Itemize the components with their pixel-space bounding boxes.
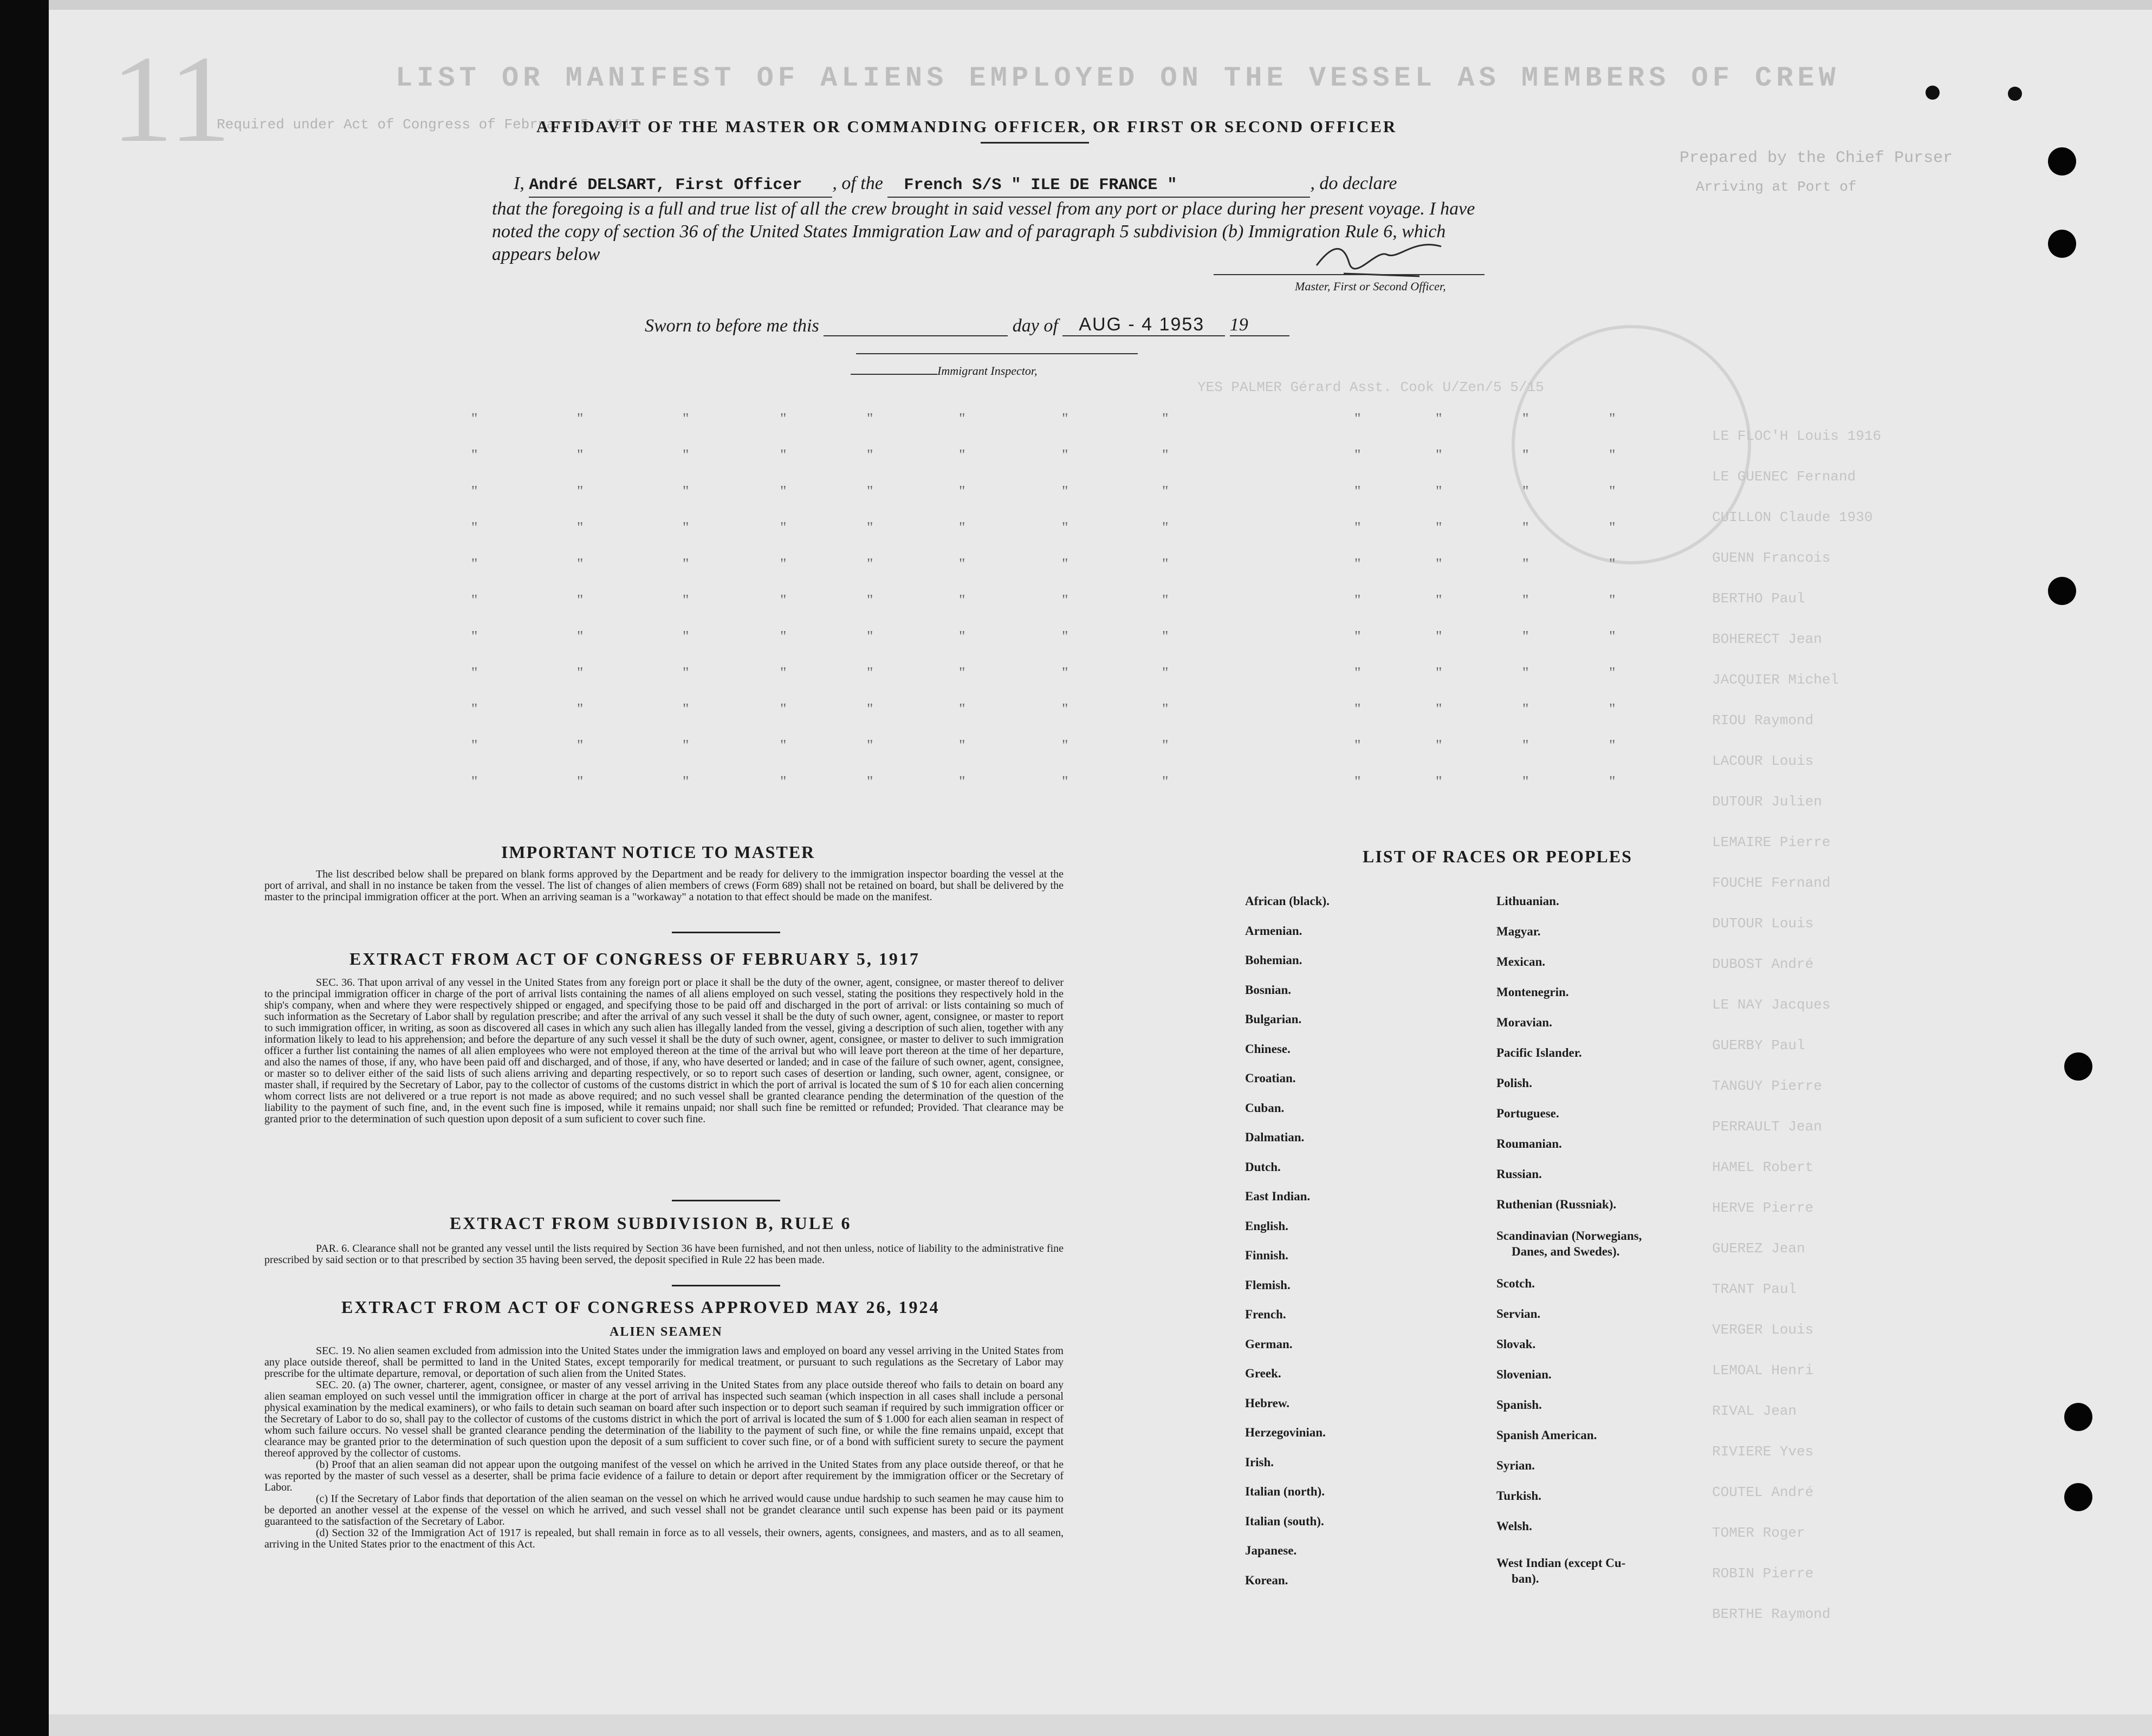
ditto-mark: " (959, 411, 965, 427)
ditto-mark: " (867, 592, 873, 609)
vessel-name: French S/S " ILE DE FRANCE " (904, 176, 1177, 194)
notice-title: IMPORTANT NOTICE TO MASTER (501, 842, 815, 862)
ditto-mark: " (959, 447, 965, 464)
ditto-mark: " (1354, 665, 1361, 681)
ditto-mark: " (577, 556, 584, 573)
ditto-mark: " (867, 556, 873, 573)
ditto-mark: " (471, 737, 478, 754)
extract-1917-text (264, 977, 1064, 1125)
extract-1924-text (264, 1345, 1064, 1550)
signature-line (1214, 274, 1485, 275)
race-item: Chinese. (1245, 1042, 1291, 1056)
extract-1924-title: EXTRACT FROM ACT OF CONGRESS APPROVED MAY 26, 1924 (341, 1297, 940, 1317)
race-item: Dalmatian. (1245, 1130, 1305, 1144)
signature-caption: Master, First or Second Officer, (1295, 279, 1446, 293)
ditto-mark: " (1436, 773, 1442, 790)
race-item: Syrian. (1496, 1459, 1535, 1472)
sec20c-paragraph: (c) If the Secretary of Labor finds that deportation of the alien seaman on the vessel on which he arrived would cause undue hardship to such seamen he may cause him to be deported an another vessel at the expense of the vessel on which he arrived, and such vessel shall not be grandet clearance until such expense has been paid or its payment guaranteed to the satisfaction of the Secretary of Labor. (264, 1493, 1064, 1527)
crew-ghost-entry: GUENN Francois (1712, 550, 1831, 566)
crew-ghost-entry: DUBOST André (1712, 956, 1814, 972)
ditto-mark: " (780, 701, 787, 718)
crew-ghost-entry: LEMOAL Henri (1712, 1362, 1814, 1379)
race-item: Flemish. (1245, 1278, 1291, 1292)
crew-ghost-entry: GUERBY Paul (1712, 1037, 1805, 1054)
ditto-mark: " (1162, 447, 1169, 464)
ditto-mark: " (683, 592, 689, 609)
ditto-mark: " (577, 773, 584, 790)
date-stamp: AUG - 4 1953 (1079, 314, 1205, 335)
notice-paragraph: The list described below shall be prepared on blank forms approved by the Department and be ready for delivery to the immigration inspector boarding the vessel at the port of arrival, and shall in no instance be taken from the vessel. The list of changes of alien members of crews (Form 689) shall not be retained on board, but shall be delivered by the master to the principal immigration officer at the port. When an arriving seaman is a "workaway" a notation to that effect should be made on the manifest. (264, 868, 1064, 903)
ditto-mark: " (1522, 701, 1529, 718)
ditto-mark: " (1609, 737, 1616, 754)
officer-signature (1311, 233, 1452, 287)
ditto-mark: " (1062, 556, 1068, 573)
ditto-mark: " (1062, 628, 1068, 645)
ditto-mark: " (683, 737, 689, 754)
crew-ghost-entry: HERVE Pierre (1712, 1200, 1814, 1216)
ditto-mark: " (577, 628, 584, 645)
ditto-mark: " (1354, 773, 1361, 790)
crew-ghost-entry: LE GUENEC Fernand (1712, 469, 1856, 485)
ditto-mark: " (867, 628, 873, 645)
ditto-mark: " (1062, 519, 1068, 536)
ditto-mark: " (1522, 483, 1529, 500)
ditto-mark: " (1436, 665, 1442, 681)
ditto-mark: " (1062, 592, 1068, 609)
par6-paragraph: PAR. 6. Clearance shall not be granted any vessel until the lists required by Section 36 have been furnished, and not then unless, notice of liability to the administrative fine prescribed by said section or to that prescribed by section 35 having been served, the deposit specified in Rule 22 has been made. (264, 1243, 1064, 1266)
alien-seamen-subtitle: ALIEN SEAMEN (610, 1325, 723, 1339)
race-item: Finnish. (1245, 1249, 1288, 1262)
ditto-mark: " (471, 701, 478, 718)
ditto-mark: " (1609, 628, 1616, 645)
ditto-mark: " (1436, 701, 1442, 718)
ditto-mark: " (683, 556, 689, 573)
ditto-mark: " (683, 665, 689, 681)
ditto-mark: " (1522, 665, 1529, 681)
race-item: Mexican. (1496, 955, 1546, 968)
crew-ghost-entry: LACOUR Louis (1712, 753, 1814, 769)
ditto-mark: " (577, 701, 584, 718)
affidavit-body: that the foregoing is a full and true list of all the crew brought in said vessel from any port or place during her present voyage. I have noted the copy of section 36 of the United States Immigration Law and of paragraph 5 subdivision (b) Immigration Rule 6, which appears below (492, 199, 1475, 264)
ditto-mark: " (867, 665, 873, 681)
race-item: Montenegrin. (1496, 985, 1569, 999)
ditto-mark: " (1162, 556, 1169, 573)
race-item: Slovenian. (1496, 1368, 1552, 1381)
section-rule (672, 1285, 780, 1286)
race-item: Danes, and Swedes). (1512, 1245, 1620, 1258)
ditto-mark: " (1522, 737, 1529, 754)
punch-hole (2064, 1483, 2092, 1511)
sworn-label: Sworn to before me this (645, 316, 819, 336)
ditto-mark: " (1522, 411, 1529, 427)
ditto-mark: " (577, 411, 584, 427)
rule6-title: EXTRACT FROM SUBDIVISION B, RULE 6 (450, 1213, 852, 1233)
ditto-mark: " (780, 556, 787, 573)
section-rule (672, 932, 780, 933)
ditto-mark: " (1522, 773, 1529, 790)
crew-ghost-entry: CUILLON Claude 1930 (1712, 509, 1873, 525)
ditto-mark: " (959, 519, 965, 536)
crew-ghost-entry: FOUCHE Fernand (1712, 875, 1831, 891)
race-item: Servian. (1496, 1307, 1541, 1321)
ditto-mark: " (1162, 773, 1169, 790)
race-item: Korean. (1245, 1574, 1288, 1587)
race-item: French. (1245, 1308, 1286, 1321)
race-item: Italian (south). (1245, 1514, 1324, 1528)
punch-hole (2008, 87, 2022, 101)
day-of-label: day of (1012, 316, 1058, 336)
race-item: Japanese. (1245, 1544, 1297, 1557)
crew-ghost-entry: TOMER Roger (1712, 1525, 1805, 1541)
race-item: Herzegovinian. (1245, 1426, 1326, 1439)
year-prefix: 19 (1229, 315, 1248, 335)
ditto-mark: " (1354, 737, 1361, 754)
crew-ghost-entry: LEMAIRE Pierre (1712, 834, 1831, 850)
ditto-mark: " (1522, 592, 1529, 609)
ditto-mark: " (780, 411, 787, 427)
race-item: Slovak. (1496, 1337, 1536, 1351)
ditto-mark: " (1436, 519, 1442, 536)
race-item: Scotch. (1496, 1277, 1535, 1290)
document-sheet (49, 0, 2152, 1736)
ditto-mark: " (1354, 556, 1361, 573)
race-item: Moravian. (1496, 1016, 1552, 1029)
race-item: ban). (1512, 1572, 1539, 1585)
ditto-mark: " (1354, 447, 1361, 464)
ditto-mark: " (577, 592, 584, 609)
ditto-mark: " (1062, 773, 1068, 790)
ditto-mark: " (1436, 737, 1442, 754)
ditto-mark: " (577, 665, 584, 681)
ditto-mark: " (867, 483, 873, 500)
ditto-mark: " (959, 773, 965, 790)
crew-ghost-entry: GUEREZ Jean (1712, 1240, 1805, 1257)
crew-ghost-entry: LE FLOC'H Louis 1916 (1712, 428, 1882, 444)
race-item: Hebrew. (1245, 1396, 1289, 1410)
race-item: East Indian. (1245, 1189, 1311, 1203)
ditto-mark: " (959, 665, 965, 681)
crew-ghost-entry: HAMEL Robert (1712, 1159, 1814, 1175)
race-item: German. (1245, 1337, 1293, 1351)
race-item: West Indian (except Cu- (1496, 1556, 1626, 1570)
ditto-mark: " (780, 628, 787, 645)
ditto-mark: " (471, 592, 478, 609)
ditto-mark: " (471, 773, 478, 790)
ditto-mark: " (1522, 447, 1529, 464)
ditto-mark: " (1062, 411, 1068, 427)
race-item: Turkish. (1496, 1489, 1541, 1503)
ditto-mark: " (577, 483, 584, 500)
ditto-mark: " (780, 737, 787, 754)
bleed-line: Required under Act of Congress of February 5, 1917 (217, 116, 640, 133)
race-item: Bulgarian. (1245, 1012, 1302, 1026)
ditto-mark: " (683, 483, 689, 500)
crew-ghost-entry: BERTHE Raymond (1712, 1606, 1831, 1622)
affidavit-title-rule (981, 142, 1089, 144)
race-item: Lithuanian. (1496, 894, 1559, 908)
faint-stamp-circle (1512, 325, 1751, 564)
sec19-paragraph: SEC. 19. No alien seamen excluded from admission into the United States under the immigration laws and employed on board any vessel arriving in the United States from any place outside thereof, shall be permitted to land in the United States, except temporarily for medical treatment, or pursuant to such regulations as the Secretary of Labor may prescribe for the ultimate departure, removal, or deportation of such alien from the United States. (264, 1345, 1064, 1380)
crew-ghost-entry: RIVIERE Yves (1712, 1444, 1814, 1460)
crew-ghost-entry: VERGER Louis (1712, 1322, 1814, 1338)
officer-name: André DELSART, First Officer (529, 176, 802, 194)
ditto-mark: " (471, 447, 478, 464)
crew-ghost-entry: RIVAL Jean (1712, 1403, 1797, 1419)
rule6-text (264, 1243, 1064, 1266)
race-item: Dutch. (1245, 1160, 1281, 1174)
ditto-mark: " (471, 665, 478, 681)
race-item: Bosnian. (1245, 983, 1292, 997)
ditto-mark: " (1609, 483, 1616, 500)
sworn-line (645, 314, 1289, 336)
crew-ghost-entry: ROBIN Pierre (1712, 1565, 1814, 1582)
ditto-mark: " (683, 628, 689, 645)
race-item: Portuguese. (1496, 1107, 1559, 1120)
race-item: Croatian. (1245, 1071, 1296, 1085)
bleed-line: Arriving at Port of (1696, 179, 1857, 195)
crew-ghost-entry: JACQUIER Michel (1712, 672, 1839, 688)
ditto-mark: " (1354, 701, 1361, 718)
ditto-mark: " (959, 556, 965, 573)
ditto-mark: " (1522, 556, 1529, 573)
ditto-mark: " (780, 592, 787, 609)
crew-ghost-entry: PERRAULT Jean (1712, 1119, 1822, 1135)
ditto-mark: " (959, 737, 965, 754)
race-item: Russian. (1496, 1167, 1542, 1181)
ditto-mark: " (1436, 628, 1442, 645)
crew-ghost-entry: LE NAY Jacques (1712, 997, 1831, 1013)
scan-bottom-edge (49, 1714, 2152, 1736)
punch-hole (2048, 577, 2076, 605)
ditto-mark: " (471, 556, 478, 573)
ditto-mark: " (1436, 447, 1442, 464)
race-item: Scandinavian (Norwegians, (1496, 1229, 1642, 1243)
ditto-mark: " (867, 411, 873, 427)
inspector-signature-line (856, 353, 1138, 354)
ditto-mark: " (1354, 592, 1361, 609)
sec20b-paragraph: (b) Proof that an alien seaman did not appear upon the outgoing manifest of the vessel on which he arrived in the United States from any place outside thereof, or that he was reported by the master of such vessel as a deserter, shall be prima facie evidence of a failure to detain or deport after requirement by the immigration officer or the Secretary of Labor. (264, 1459, 1064, 1493)
notice-text (264, 869, 1064, 903)
race-item: Spanish. (1496, 1398, 1542, 1412)
punch-hole (2048, 230, 2076, 258)
race-item: Welsh. (1496, 1519, 1532, 1533)
crew-ghost-entry: DUTOUR Louis (1712, 915, 1814, 932)
ditto-mark: " (1609, 592, 1616, 609)
ditto-mark: " (867, 447, 873, 464)
extract-1917-title: EXTRACT FROM ACT OF CONGRESS OF FEBRUARY 5, 1917 (349, 949, 920, 968)
ditto-mark: " (1062, 701, 1068, 718)
ditto-mark: " (959, 628, 965, 645)
ditto-mark: " (867, 701, 873, 718)
ditto-mark: " (577, 447, 584, 464)
ditto-mark: " (1062, 737, 1068, 754)
crew-ghost-entry: BOHERECT Jean (1712, 631, 1822, 647)
crew-ghost-entry: TANGUY Pierre (1712, 1078, 1822, 1094)
ditto-mark: " (683, 411, 689, 427)
race-item: Spanish American. (1496, 1428, 1597, 1442)
officer-name-field (529, 172, 832, 198)
ditto-mark: " (1162, 701, 1169, 718)
inspector-blank (851, 374, 937, 375)
vessel-name-field (887, 172, 1310, 198)
ditto-mark: " (867, 773, 873, 790)
ditto-mark: " (1162, 628, 1169, 645)
ditto-mark: " (959, 592, 965, 609)
punch-hole (1926, 86, 1940, 100)
ditto-mark: " (577, 519, 584, 536)
ditto-mark: " (1609, 701, 1616, 718)
ditto-mark: " (1436, 592, 1442, 609)
crew-ghost-entry: DUTOUR Julien (1712, 794, 1822, 810)
ditto-mark: " (1354, 411, 1361, 427)
ditto-mark: " (471, 519, 478, 536)
ditto-mark: " (1609, 411, 1616, 427)
race-item: Cuban. (1245, 1101, 1285, 1115)
ditto-mark: " (1162, 665, 1169, 681)
ditto-mark: " (1436, 411, 1442, 427)
crew-ghost-entry: COUTEL André (1712, 1484, 1814, 1500)
ditto-mark: " (867, 737, 873, 754)
races-title: LIST OF RACES OR PEOPLES (1363, 847, 1632, 866)
section-rule (672, 1200, 780, 1201)
ditto-mark: " (471, 411, 478, 427)
race-item: Italian (north). (1245, 1485, 1325, 1498)
ditto-mark: " (1354, 483, 1361, 500)
sworn-year-field (1230, 315, 1289, 336)
crew-ghost-entry: BERTHO Paul (1712, 590, 1805, 607)
sec20d-paragraph: (d) Section 32 of the Immigration Act of 1917 is repealed, but shall remain in force as to all vessels, their owners, agents, consignees, and masters, and as to all seamen, arriving in the United States prior to the enactment of this Act. (264, 1527, 1064, 1550)
ditto-mark: " (1062, 665, 1068, 681)
ditto-mark: " (683, 519, 689, 536)
race-item: Bohemian. (1245, 953, 1302, 967)
ditto-mark: " (683, 447, 689, 464)
ditto-mark: " (959, 483, 965, 500)
ditto-mark: " (959, 701, 965, 718)
ditto-mark: " (780, 773, 787, 790)
ditto-mark: " (1609, 773, 1616, 790)
race-item: English. (1245, 1219, 1288, 1233)
inspector-line (851, 364, 1038, 378)
race-item: Irish. (1245, 1455, 1274, 1469)
race-item: Pacific Islander. (1496, 1046, 1582, 1059)
ditto-mark: " (471, 483, 478, 500)
ditto-mark: " (1436, 556, 1442, 573)
crew-ghost-entry: TRANT Paul (1712, 1281, 1797, 1297)
race-item: Armenian. (1245, 924, 1302, 938)
punch-hole (2064, 1403, 2092, 1431)
race-item: Greek. (1245, 1367, 1281, 1380)
bleed-through-header: LIST OR MANIFEST OF ALIENS EMPLOYED ON THE VESSEL AS MEMBERS OF CREW (396, 62, 1840, 94)
affidavit-i: I, (514, 173, 524, 193)
ditto-mark: " (780, 447, 787, 464)
ditto-mark: " (1609, 447, 1616, 464)
ditto-mark: " (780, 519, 787, 536)
ditto-mark: " (1436, 483, 1442, 500)
ditto-mark: " (1609, 556, 1616, 573)
race-item: Roumanian. (1496, 1137, 1562, 1150)
ditto-mark: " (683, 773, 689, 790)
do-declare-label: , do declare (1310, 173, 1397, 193)
sec36-paragraph: SEC. 36. That upon arrival of any vessel in the United States from any foreign port or place it shall be the duty of the owner, agent, consignee, or master thereof to deliver to the principal immigration officer in charge of the port of arrival lists containing the names of all aliens employed on such vessel, stating the positions they respectively hold in the ship's company, when and where they were respectively shipped or engaged, and specifying those to be paid off and discharged in the port of arrival: or lists containing so much of such information as the Secretary of Labor shall by regulation prescribe; and after the arrival of any such vessel it shall be the duty of such owner, agent, consignee, or master to report to such immigration officer, in writing, as soon as discovered all cases in which any such alien has illegally landed from the vessel, giving a description of such alien, together with any information likely to lead to his apprehension; and before the departure of any such vessel it shall be the duty of such owner, agent, consignee, or master to deliver to such immigration officer a further list containing the names of all alien employees who were not employed thereon at the time of the arrival but who will leave port thereon at the time of her departure, and also the names of those, if any, who have been paid off and discharged, and of those, if any, who have deserted or landed; and in case of the failure of such owner, agent, consignee, or master so to deliver either of the said lists of such aliens arriving and departing respectively, or so to report such cases of desertion or landing, such owner, agent, consignee, or master shall, if required by the Secretary of Labor, pay to the collector of customs of the customs district in which the port of arrival is located the sum of $ 10 for each alien concerning whom correct lists are not delivered or a true report is not made as above required; and no such vessel shall be granted clearance pending the determination of the question of the liability to the payment of such fine, and, in the event such fine is imposed, while it remains unpaid; nor shall such fine be remitted or refunded; Provided. That clearance may be granted prior to the determination of such question upon deposit of a sum suficient to cover such fine. (264, 977, 1064, 1125)
race-item: African (black). (1245, 894, 1330, 908)
crew-row-ghost: YES PALMER Gérard Asst. Cook U/Zen/5 5/15 (1197, 379, 1544, 395)
race-item: Magyar. (1496, 925, 1541, 938)
punch-hole (2064, 1052, 2092, 1081)
ditto-mark: " (1609, 665, 1616, 681)
sworn-day-field (824, 335, 1008, 336)
ditto-mark: " (1162, 737, 1169, 754)
of-the-label: , of the (832, 173, 883, 193)
ditto-mark: " (1062, 483, 1068, 500)
ditto-mark: " (1162, 483, 1169, 500)
ditto-mark: " (683, 701, 689, 718)
crew-ghost-entry: RIOU Raymond (1712, 712, 1814, 729)
ditto-mark: " (1162, 411, 1169, 427)
ditto-mark: " (1354, 628, 1361, 645)
affidavit-title: AFFIDAVIT OF THE MASTER OR COMMANDING OFFICER, OR FIRST OR SECOND OFFICER (536, 117, 1397, 136)
ditto-mark: " (780, 665, 787, 681)
punch-hole (2048, 147, 2076, 175)
ditto-mark: " (577, 737, 584, 754)
ditto-mark: " (1162, 592, 1169, 609)
race-item: Ruthenian (Russniak). (1496, 1198, 1617, 1211)
ditto-mark: " (867, 519, 873, 536)
ditto-mark: " (1062, 447, 1068, 464)
bleed-line: Prepared by the Chief Purser (1680, 149, 1953, 167)
sec20a-paragraph: SEC. 20. (a) The owner, charterer, agent, consignee, or master of any vessel arriving in the United States from any place outside thereof who fails to detain on board any alien seaman employed on such vessel until the immigration officer in charge at the port of arrival has inspected such seaman (which inspection in all cases shall include a personal physical examination by the medical examiners), or who fails to detain such seaman on board after such inspection or to deport such seaman if required by such immigration officer or the Secretary of Labor to do so, shall pay to the collector of customs of the customs district in which the port of arrival is located the sum of $ 1.000 for each alien seaman in respect of whom such failure occurs. No vessel shall be granted clearance pending the determination of the liability to the payment of such fine, or while the fine remains unpaid, except that clearance may be granted prior to the determination of such question upon the deposit of a sum sufficient to cover such fine, or of a bond with sufficient surety to secure the payment thereof approved by the collector of customs. (264, 1379, 1064, 1459)
ditto-mark: " (1522, 628, 1529, 645)
ditto-mark: " (780, 483, 787, 500)
sworn-month-field (1062, 314, 1225, 336)
ditto-mark: " (1162, 519, 1169, 536)
margin-numeral-ghost: 11 (111, 30, 231, 168)
scan-top-edge (49, 0, 2152, 10)
ditto-mark: " (1609, 519, 1616, 536)
inspector-caption: Immigrant Inspector, (937, 364, 1038, 378)
ditto-mark: " (471, 628, 478, 645)
race-item: Polish. (1496, 1076, 1532, 1090)
ditto-mark: " (1522, 519, 1529, 536)
ditto-mark: " (1354, 519, 1361, 536)
